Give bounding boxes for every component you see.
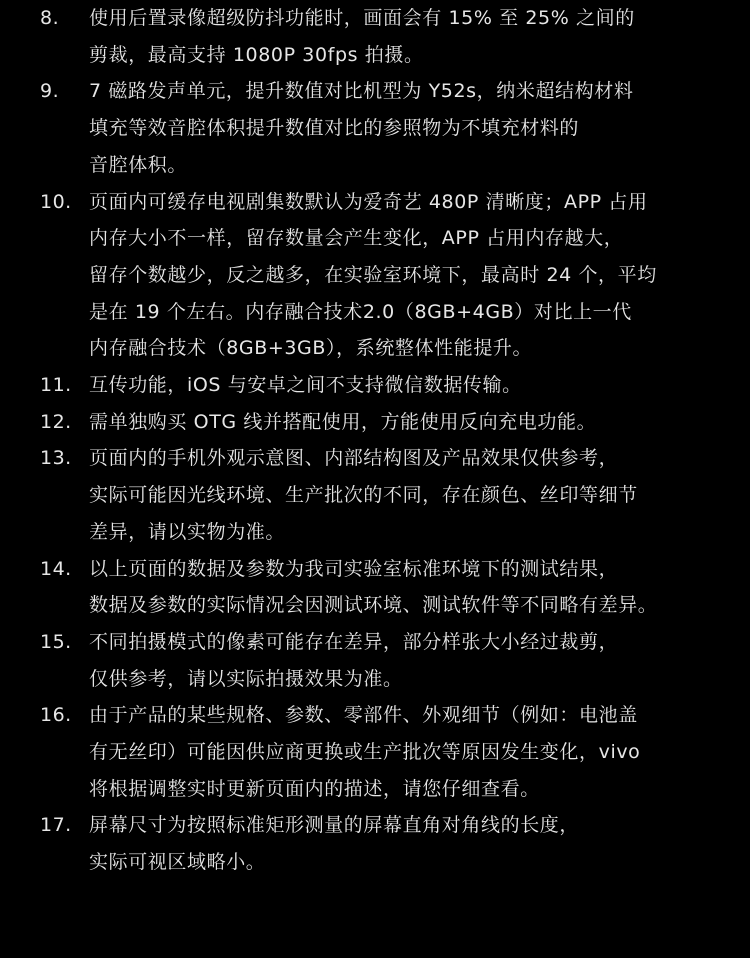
note-item xyxy=(0,73,750,183)
note-line: 以上页面的数据及参数为我司实验室标准环境下的测试结果， xyxy=(89,557,619,580)
note-number: 9. xyxy=(40,80,60,103)
note-item xyxy=(0,184,750,368)
note-line: 实际可视区域略小。 xyxy=(89,851,266,874)
note-line: 由于产品的某些规格、参数、零部件、外观细节（例如：电池盖 xyxy=(89,704,638,727)
note-line: 剪裁，最高支持 1080P 30fps 拍摄。 xyxy=(89,43,424,66)
note-line: 填充等效音腔体积提升数值对比的参照物为不填充材料的 xyxy=(89,117,580,140)
note-line: 不同拍摄模式的像素可能存在差异，部分样张大小经过裁剪， xyxy=(89,630,619,653)
note-line: 音腔体积。 xyxy=(89,153,188,176)
note-number: 13. xyxy=(40,447,72,470)
note-line: 7 磁路发声单元，提升数值对比机型为 Y52s，纳米超结构材料 xyxy=(89,80,634,103)
note-line: 互传功能，iOS 与安卓之间不支持微信数据传输。 xyxy=(89,374,522,397)
note-number: 15. xyxy=(40,630,72,653)
note-line: 是在 19 个左右。内存融合技术2.0（8GB+4GB）对比上一代 xyxy=(89,300,632,323)
note-item xyxy=(0,367,750,404)
note-line: 实际可能因光线环境、生产批次的不同，存在颜色、丝印等细节 xyxy=(89,484,638,507)
note-item xyxy=(0,404,750,441)
note-number: 14. xyxy=(40,557,72,580)
note-line: 有无丝印）可能因供应商更换或生产批次等原因发生变化，vivo xyxy=(89,741,641,764)
note-number: 8. xyxy=(40,7,60,29)
note-number: 11. xyxy=(40,374,72,397)
note-line: 内存融合技术（8GB+3GB），系统整体性能提升。 xyxy=(89,337,533,360)
note-line: 屏幕尺寸为按照标准矩形测量的屏幕直角对角线的长度， xyxy=(89,814,580,837)
note-line: 留存个数越少，反之越多，在实验室环境下，最高时 24 个，平均 xyxy=(89,263,657,286)
note-number: 17. xyxy=(40,814,72,837)
note-item xyxy=(0,440,750,550)
note-number: 16. xyxy=(40,704,72,727)
note-line: 使用后置录像超级防抖功能时，画面会有 15% 至 25% 之间的 xyxy=(89,7,635,29)
note-line: 页面内的手机外观示意图、内部结构图及产品效果仅供参考， xyxy=(89,447,619,470)
note-item xyxy=(0,624,750,697)
note-line: 差异，请以实物为准。 xyxy=(89,520,286,543)
note-line: 仅供参考，请以实际拍摄效果为准。 xyxy=(89,667,403,690)
note-number: 10. xyxy=(40,190,72,213)
note-number: 12. xyxy=(40,410,72,433)
note-line: 需单独购买 OTG 线并搭配使用，方能使用反向充电功能。 xyxy=(89,410,597,433)
note-item xyxy=(0,0,750,73)
note-item xyxy=(0,551,750,624)
note-line: 将根据调整实时更新页面内的描述，请您仔细查看。 xyxy=(89,777,540,800)
note-line: 数据及参数的实际情况会因测试环境、测试软件等不同略有差异。 xyxy=(89,594,658,617)
note-item xyxy=(0,697,750,807)
note-line: 页面内可缓存电视剧集数默认为爱奇艺 480P 清晰度；APP 占用 xyxy=(89,190,648,213)
note-line: 内存大小不一样，留存数量会产生变化，APP 占用内存越大， xyxy=(89,227,624,250)
note-item xyxy=(0,807,750,880)
